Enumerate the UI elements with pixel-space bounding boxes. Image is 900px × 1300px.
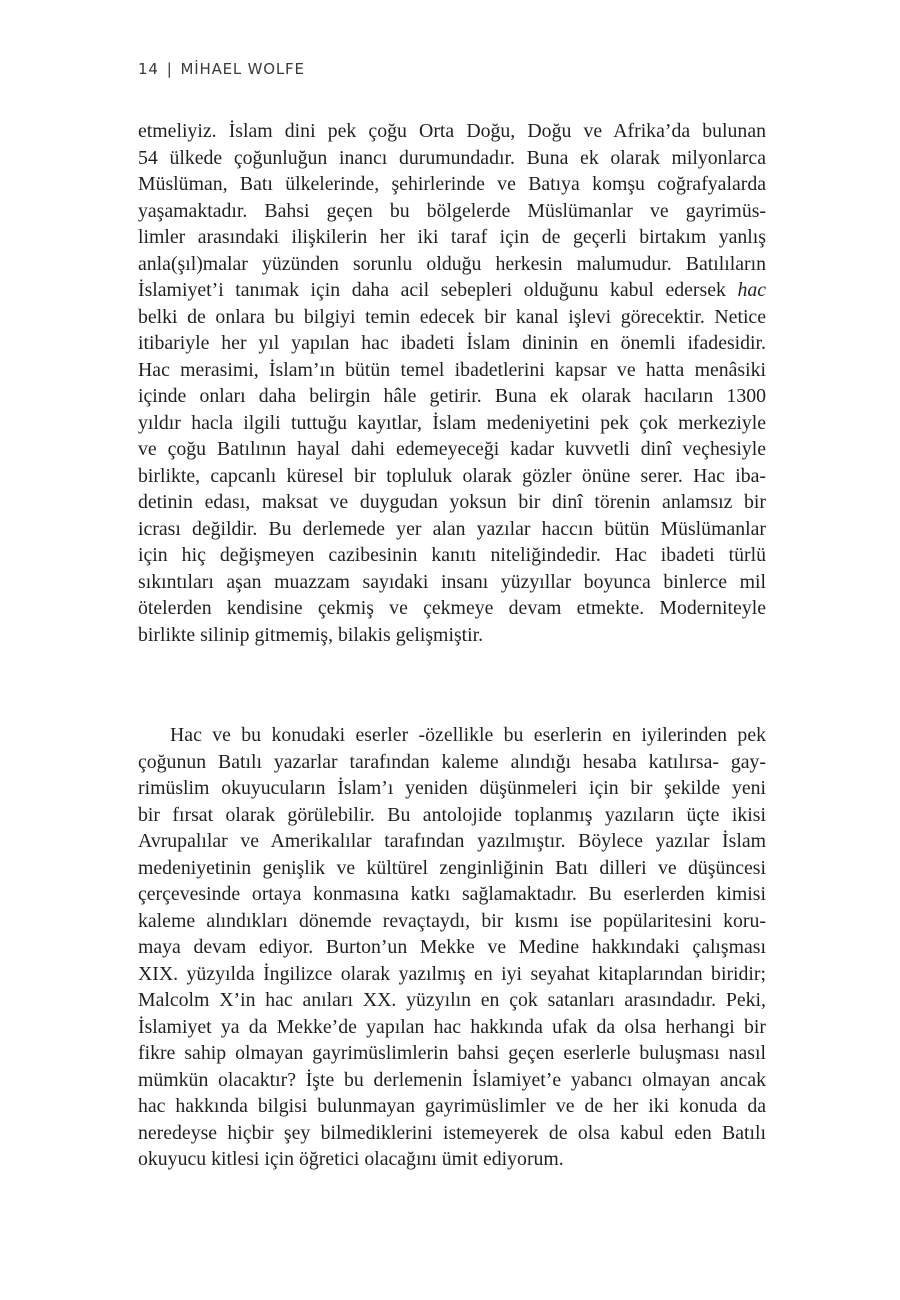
text-line: birlikte silinip gitmemiş, bilakis gelişmiştir.: [138, 623, 484, 646]
text-line: yaşamaktadır. Bahsi geçen bu bölgelerde Müslümanlar ve gayrimüs-: [138, 199, 766, 222]
paragraph-1: [138, 118, 766, 648]
text-line: birlikte, capcanlı küresel bir topluluk olarak gözler önüne serer. Hac iba-: [138, 464, 766, 487]
text-line: içinde onları daha belirgin hâle getirir. Buna ek olarak hacıların 1300: [138, 385, 766, 407]
text-line: için hiç değişmeyen cazibesinin kanıtı niteliğindedir. Hac ibadeti türlü: [138, 544, 766, 566]
text-line: rimüslim okuyucuların İslam’ı yeniden düşünmeleri için bir şekilde yeni: [138, 777, 766, 799]
text-line: ve çoğu Batılının hayal dahi edemeyeceği kadar kuvvetli dinî veçhesiyle: [138, 438, 766, 460]
text-line: ötelerden kendisine çekmiş ve çekmeye devam etmekte. Moderniteyle: [138, 597, 766, 619]
text-line: çoğunun Batılı yazarlar tarafından kaleme alındığı hesaba katılırsa- gay-: [138, 750, 766, 773]
text-line: neredeyse hiçbir şey bilmediklerini istemeyerek de olsa kabul eden Batılı: [138, 1121, 766, 1144]
text-line: İslamiyet ya da Mekke’de yapılan hac hakkında ufak da olsa herhangi bir: [138, 1015, 766, 1038]
text-line: Avrupalılar ve Amerikalılar tarafından yazılmıştır. Böylece yazılar İslam: [138, 830, 766, 852]
text-line: sıkıntıları aşan muazzam sayıdaki insanı yüzyıllar boyunca binlerce mil: [138, 570, 766, 593]
text-line: 54 ülkede çoğunluğun inancı durumundadır. Buna ek olarak milyonlarca: [138, 146, 766, 169]
text-line: medeniyetinin genişlik ve kültürel zenginliğinin Batı dilleri ve düşüncesi: [138, 856, 766, 879]
text-line: etmeliyiz. İslam dini pek çoğu Orta Doğu, Doğu ve Afrika’da bulunan: [138, 120, 766, 142]
text-line: fikre sahip olmayan gayrimüslimlerin bahsi geçen eserlerle buluşması nasıl: [138, 1042, 766, 1064]
text-line: yıldır hacla ilgili tuttuğu kayıtlar, İslam medeniyetini pek çok merkeziyle: [138, 411, 766, 434]
header-separator: |: [166, 60, 173, 78]
text-line: Müslüman, Batı ülkelerinde, şehirlerinde ve Batıya komşu coğrafyalarda: [138, 173, 766, 195]
text-line: detinin edası, maksat ve duygudan yoksun bir dinî törenin anlamsız bir: [138, 491, 766, 513]
text-line: Hac merasimi, İslam’ın bütün temel ibadetlerini kapsar ve hatta menâsiki: [138, 358, 766, 381]
text-line: kaleme alındıkları dönemde revaçtaydı, bir kısmı ise popülaritesini koru-: [138, 909, 766, 932]
italic-word: hac: [737, 279, 766, 301]
paragraph-2: [138, 722, 766, 1173]
text-line-with-italic: [138, 277, 766, 304]
text-line: okuyucu kitlesi için öğretici olacağını ümit ediyorum.: [138, 1148, 564, 1170]
text-line: Hac ve bu konudaki eserler -özellikle bu eserlerin en iyilerinden pek: [170, 724, 766, 746]
text-line: mümkün olacaktır? İşte bu derlemenin İslamiyet’e yabancı olmayan ancak: [138, 1068, 766, 1091]
text-line: hac hakkında bilgisi bulunmayan gayrimüslimler ve de her iki konuda da: [138, 1095, 766, 1117]
text-line: çerçevesinde ortaya konmasına katkı sağlamaktadır. Bu eserlerden kimisi: [138, 883, 766, 905]
text-segment: İslamiyet’i tanımak için daha acil sebepleri olduğunu kabul edersek: [138, 279, 726, 301]
text-line: Malcolm X’in hac anıları XX. yüzyılın en çok satanları arasındadır. Peki,: [138, 989, 766, 1011]
text-line: icrası değildir. Bu derlemede yer alan yazılar haccın bütün Müslümanlar: [138, 517, 766, 540]
text-line: bir fırsat olarak görülebilir. Bu antolojide toplanmış yazıların üçte ikisi: [138, 803, 766, 826]
text-line: anla(şıl)malar yüzünden sorunlu olduğu herkesin malumudur. Batılıların: [138, 252, 766, 275]
text-line: belki de onlara bu bilgiyi temin edecek bir kanal işlevi görecektir. Netice: [138, 305, 766, 328]
author-name: MİHAEL WOLFE: [180, 60, 305, 78]
text-line: limler arasındaki ilişkilerin her iki taraf için de geçerli birtakım yanlış: [138, 226, 766, 248]
text-line: itibariyle her yıl yapılan hac ibadeti İslam dininin en önemli ifadesidir.: [138, 332, 766, 354]
running-head: [138, 60, 305, 78]
text-line: maya devam ediyor. Burton’un Mekke ve Medine hakkındaki çalışması: [138, 936, 766, 958]
page-number: 14: [138, 60, 159, 78]
text-line: XIX. yüzyılda İngilizce olarak yazılmış en iyi seyahat kitaplarından biridir;: [138, 962, 766, 985]
